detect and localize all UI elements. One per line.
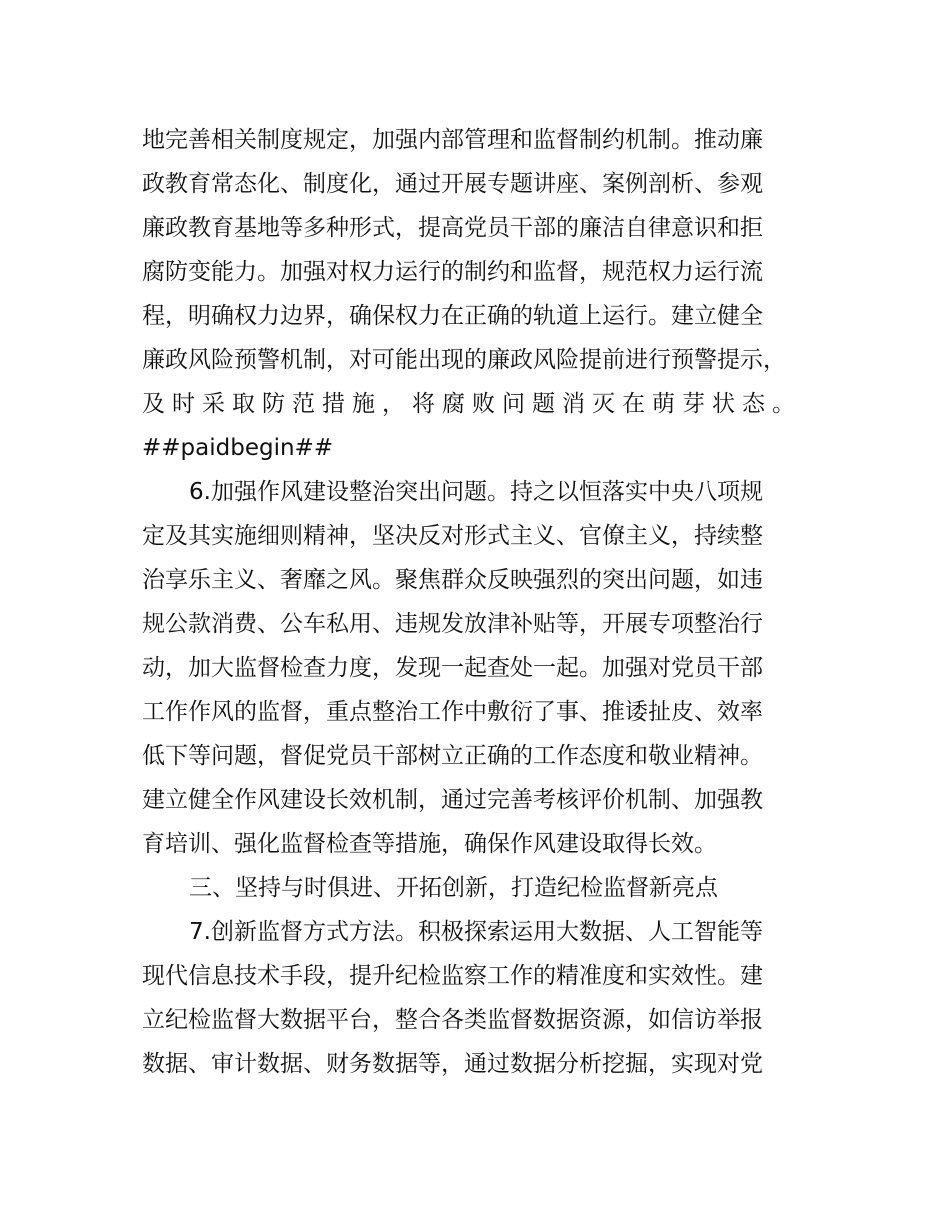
text-line: 规公款消费、公车私用、违规发放津补贴等，开展专项整治行	[142, 611, 763, 637]
text-line: 定及其实施细则精神，坚决反对形式主义、官僚主义，持续整	[142, 523, 763, 549]
text-line: 数据、审计数据、财务数据等，通过数据分析挖掘，实现对党	[142, 1051, 763, 1077]
document-body	[142, 118, 832, 1086]
paid-marker: ##paidbegin##	[142, 435, 334, 461]
text-line: 及时采取防范措施，将腐败问题消灭在萌芽状态。	[142, 391, 802, 417]
text-line: 政教育常态化、制度化，通过开展专题讲座、案例剖析、参观	[142, 171, 763, 197]
paragraph-start: 6.加强作风建设整治突出问题。持之以恒落实中央八项规	[189, 479, 763, 505]
text-line: 治享乐主义、奢靡之风。聚焦群众反映强烈的突出问题，如违	[142, 567, 763, 593]
text-line: 廉政教育基地等多种形式，提高党员干部的廉洁自律意识和拒	[142, 215, 763, 241]
text-line: 现代信息技术手段，提升纪检监察工作的精准度和实效性。建	[142, 963, 763, 989]
section-heading: 三、坚持与时俱进、开拓创新，打造纪检监督新亮点	[189, 875, 718, 901]
text-line: 地完善相关制度规定，加强内部管理和监督制约机制。推动廉	[142, 127, 763, 153]
text-line: 程，明确权力边界，确保权力在正确的轨道上运行。建立健全	[142, 303, 763, 329]
text-line: 低下等问题，督促党员干部树立正确的工作态度和敬业精神。	[142, 743, 763, 769]
text-line: 建立健全作风建设长效机制，通过完善考核评价机制、加强教	[142, 787, 763, 813]
text-line: 育培训、强化监督检查等措施，确保作风建设取得长效。	[142, 831, 717, 857]
text-line: 动，加大监督检查力度，发现一起查处一起。加强对党员干部	[142, 655, 763, 681]
text-line: 立纪检监督大数据平台，整合各类监督数据资源，如信访举报	[142, 1007, 763, 1033]
text-line: 腐防变能力。加强对权力运行的制约和监督，规范权力运行流	[142, 259, 763, 285]
text-line: 工作作风的监督，重点整治工作中敷衍了事、推诿扯皮、效率	[142, 699, 763, 725]
paragraph-start: 7.创新监督方式方法。积极探索运用大数据、人工智能等	[189, 919, 763, 945]
text-line: 廉政风险预警机制，对可能出现的廉政风险提前进行预警提示，	[142, 347, 786, 373]
